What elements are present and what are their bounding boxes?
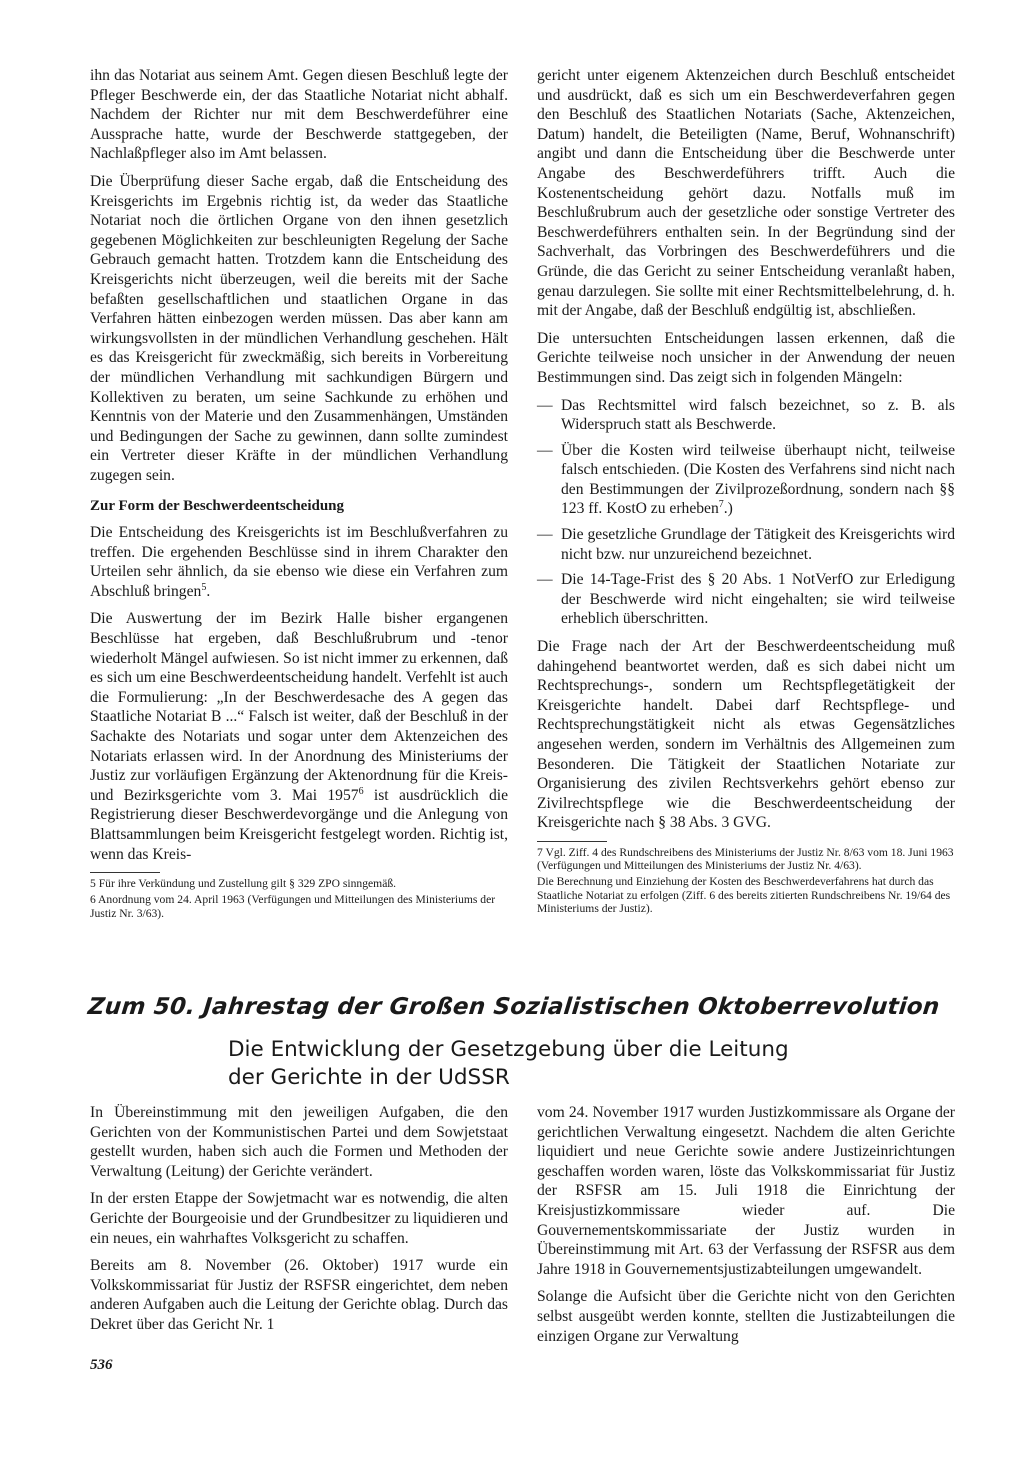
footnotes-right <box>537 841 955 915</box>
paragraph: In der ersten Etappe der Sowjetmacht war es notwendig, die alten Gerichte der Bourgeoisie und der Grundbesitzer zu liquidieren und ein neues, ein wahrhaftes Volksgericht zu schaffen. <box>90 1190 508 1247</box>
paragraph: Solange die Aufsicht über die Gerichte nicht von den Gerichten selbst ausgeübt werden konnte, stellten die Justizabteilungen die einzigen Organe zur Verwaltung <box>537 1288 955 1345</box>
paragraph: vom 24. November 1917 wurden Justizkommissare als Organe der gerichtlichen Verwaltung eingesetzt. Nachdem die alten Gerichte liquidiert und neue Gerichte sowie andere Justizeinrichtungen geschaffen worden waren, löste das Volkskommissariat für Justiz der RSFSR am 15. Juli 1918 die Einrichtung der Kreisjustizkommissare wieder auf. Die Gouvernementskommissariate der Justiz wurden in Übereinstimmung mit Art. 63 der Verfassung der RSFSR aus dem Jahre 1918 in Gouvernementsjustizabteilungen umgewandelt. <box>537 1104 955 1278</box>
list-item: — Die gesetzliche Grundlage der Tätigkeit des Kreisgerichts wird nicht bzw. nur unzureichend bezeichnet. <box>537 525 955 564</box>
footnote: 6 Anordnung vom 24. April 1963 (Verfügungen und Mitteilungen des Ministeriums der Justiz Nr. 3/63). <box>90 893 496 920</box>
list-item: — Das Rechtsmittel wird falsch bezeichnet, so z. B. als Widerspruch statt als Beschwerde. <box>537 396 955 435</box>
paragraph: Die untersuchten Entscheidungen lassen erkennen, daß die Gerichte teilweise noch unsicher in der Anwendung der neuen Bestimmungen sind. Das zeigt sich in folgenden Mängeln: <box>537 329 955 386</box>
upper-left-column <box>90 66 508 923</box>
upper-right-column <box>537 66 955 918</box>
list-item-text: Über die Kosten wird teilweise überhaupt nicht, teilweise falsch entschieden. (Die Kosten des Verfahrens sind nicht nach den Bestimmungen der Zivilprozeßordnung, sondern nach §§ 123 ff. KostO zu erheben <box>561 441 955 518</box>
anniversary-banner: Zum 50. Jahrestag der Großen Sozialistischen Oktoberrevolution <box>86 994 941 1020</box>
footnote: 7 Vgl. Ziff. 4 des Rundschreibens des Ministeriums der Justiz Nr. 8/63 vom 18. Juni 1963 (Verfügungen und Mitteilungen des Ministeriums der Justiz Nr. 4/63). <box>537 845 954 873</box>
article-title-line: Die Entwicklung der Gesetzgebung über die Leitung <box>228 1037 789 1062</box>
paragraph: Bereits am 8. November (26. Oktober) 1917 wurde ein Volkskommissariat für Justiz der RSFSR eingerichtet, dem neben anderen Aufgaben auch die Leitung der Gerichte oblag. Durch das Dekret über das Gericht Nr. 1 <box>90 1257 508 1333</box>
footnote-divider <box>537 841 607 842</box>
footnote: Die Berechnung und Einziehung der Kosten des Beschwerdeverfahrens hat durch das Staatliche Notariat zu erfolgen (Ziff. 6 des bereits zitierten Rundschreibens Nr. 19/64 des Ministeriums der Justiz). <box>537 875 951 915</box>
article-right-column <box>537 1103 955 1354</box>
list-item: — Die 14-Tage-Frist des § 20 Abs. 1 NotVerfO zur Erledigung der Beschwerde wird nicht eingehalten; sie wird teilweise erheblich überschritten. <box>537 570 955 629</box>
paragraph-text: Die Auswertung der im Bezirk Halle bisher ergangenen Beschlüsse hat ergeben, daß Beschlußrubrum und -tenor wiederholt Mängel aufwiesen. So ist nicht immer zu erkennen, daß es sich um eine Beschwerdeentscheidung handelt. Verfehlt ist auch die Formulierung: „In der Beschwerdesache des A gegen das Staatliche Notariat B ...“ Falsch ist weiter, daß der Beschluß in der Sachakte des Notariats und sogar unter dem Aktenzeichen des Notariats erlassen wird. In der Anordnung des Ministeriums der Justiz zur vorläufigen Ergänzung der Aktenordnung für die Kreis- und Bezirksgerichte vom 3. Mai 1957 <box>90 610 508 804</box>
paragraph <box>90 609 508 864</box>
paragraph: Die Entscheidung des Kreisgerichts ist im Beschlußverfahren zu treffen. Die ergehenden Beschlüsse sind in ihrem Charakter den Urteilen sehr ähnlich, da sie ebenso wie diese ein Verfahren zum Abschluß bringen$^5$. <box>90 524 508 600</box>
paragraph: In Übereinstimmung mit den jeweiligen Aufgaben, die den Gerichten von der Kommunistischen Partei und dem Sowjetstaat gestellt wurden, haben sich auch die Formen und Methoden der Verwaltung (Leitung) der Gerichte verändert. <box>90 1104 508 1180</box>
list-item <box>537 441 955 519</box>
article-title <box>228 1036 868 1092</box>
footnote-divider <box>90 872 160 873</box>
paragraph: Die Überprüfung dieser Sache ergab, daß die Entscheidung des Kreisgerichts im Ergebnis richtig ist, da weder das Staatliche Notariat noch die örtlichen Organe von den ihnen gesetzlich gegebenen Möglichkeiten zur beschleunigten Regelung der Sache Gebrauch gemacht hatten. Trotzdem kann die Entscheidung des Kreisgerichts nicht überzeugen, weil die bereits mit der Sache befaßten gesellschaftlichen und staatlichen Organe in das Verfahren hätten einbezogen werden müssen. Das aber kann am wirkungsvollsten in der mündlichen Verhandlung geschehen. Hält es das Kreisgericht für zweckmäßig, sich bereits in Vorbereitung der mündlichen Verhandlung mit sachkundigen Bürgern und Kollektiven zu beraten, um seine Sachkunde zu erhöhen und Kenntnis von der Materie und den Zusammenhängen, Umständen und Bedingungen der Sache zu gewinnen, dann sollte zumindest ein Vertreter dieser Kräfte in der mündlichen Verhandlung zugegen sein. <box>90 172 508 484</box>
footnote-ref: 5 <box>201 581 207 593</box>
footnote: 5 Für ihre Verkündung und Zustellung gilt § 329 ZPO sinngemäß. <box>90 877 397 891</box>
paragraph-text: Die Entscheidung des Kreisgerichts ist im Beschlußverfahren zu treffen. Die ergehenden Beschlüsse sind in ihrem Charakter den Urteilen sehr ähnlich, da sie ebenso wie diese ein Verfahren zum Abschluß bringen <box>90 524 508 600</box>
footnote-ref: 6 <box>358 785 364 797</box>
paragraph-text: ist ausdrücklich die Registrierung dieser Beschwerdevorgänge und die Anlegung von Blattsammlungen beim Kreisgericht festgelegt worden. Richtig ist, wenn das Kreis- <box>90 786 508 863</box>
paragraph: ihn das Notariat aus seinem Amt. Gegen diesen Beschluß legte der Pfleger Beschwerde ein, der das Staatliche Notariat nicht abhalf. Nachdem der Richter nur mit dem Beschwerdeführer eine Aussprache hatte, wurde der Beschwerde stattgegeben, der Nachlaßpfleger also im Amt belassen. <box>90 67 508 163</box>
list-item-text-end: .) <box>723 500 733 518</box>
paragraph: gericht unter eigenem Aktenzeichen durch Beschluß entscheidet und ausdrückt, daß es sich um ein Beschwerdeverfahren gegen den Beschluß des Staatlichen Notariats (Sache, Aktenzeichen, Datum) handelt, die Beteiligten (Name, Beruf, Wohnanschrift) angibt und dann die Entscheidung über die Beschwerde unter Angabe des Beschwerdeführers trifft. Auch die Kostenentscheidung gehört dazu. Notfalls muß im Beschlußrubrum auch der gesetzliche oder sonstige Vertreter des Beschwerdeführers enthalten sein. In der Begründung sind der Sachverhalt, das Vorbringen des Beschwerdeführers und die Gründe, die das Gericht zu seiner Entscheidung veranlaßt haben, genau darzulegen. Sie sollte mit einer Rechtsmittelbelehrung, d. h. mit der Angabe, daß der Beschluß endgültig ist, abschließen. <box>537 67 955 320</box>
page-number: 536 <box>90 1357 113 1373</box>
footnote-ref: 7 <box>718 499 724 511</box>
article-left-column <box>90 1103 508 1343</box>
deficiency-list <box>537 396 955 630</box>
section-subheading: Zur Form der Beschwerdeentscheidung <box>90 498 345 515</box>
article-title-line: der Gerichte in der UdSSR <box>228 1065 510 1090</box>
footnotes-left <box>90 872 508 920</box>
paragraph: Die Frage nach der Art der Beschwerdeentscheidung muß dahingehend beantwortet werden, daß es sich dabei nicht um Rechtsprechungs-, sondern um Rechtspflegetätigkeit der Kreisgerichte handelt. Dabei darf Rechtspflege- und Rechtsprechungstätigkeit nicht als etwas Gegensätzliches angesehen werden, sondern im Verhältnis des Allgemeinen zum Besonderen. Die Tätigkeit der Staatlichen Notariate zur Organisierung des zivilen Rechtsverkehrs gehört ebenso zur Zivilrechtspflege wie die Beschwerdeentscheidung der Kreisgerichte nach § 38 Abs. 3 GVG. <box>537 638 955 832</box>
